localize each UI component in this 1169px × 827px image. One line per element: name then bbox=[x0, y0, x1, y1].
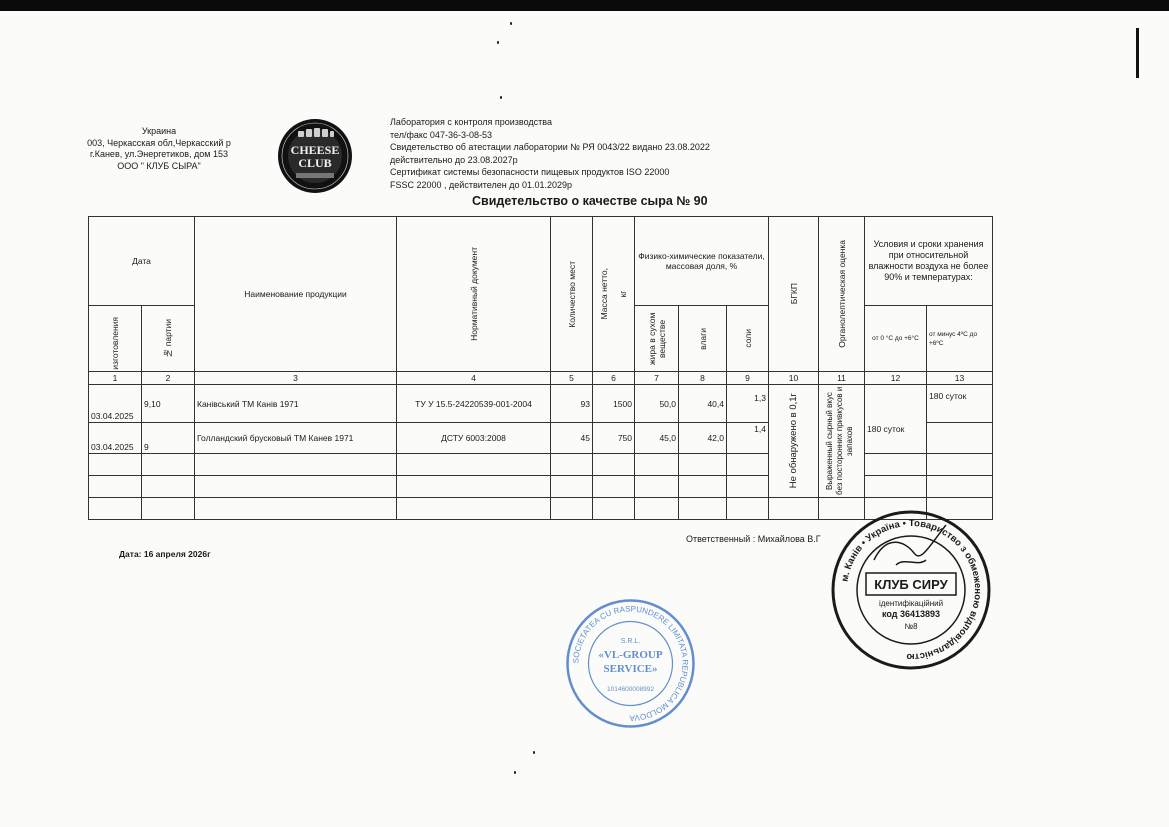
scan-speck bbox=[510, 22, 512, 25]
scan-speck bbox=[497, 41, 499, 44]
klub-syru-stamp bbox=[826, 505, 996, 675]
scan-edge-mark bbox=[1136, 28, 1139, 78]
col-number: 13 bbox=[927, 372, 993, 385]
cell-moisture: 42,0 bbox=[679, 423, 727, 453]
header-organoleptic: Органолептическая оценка bbox=[836, 240, 847, 348]
lab-line: Сертификат системы безопасности пищевых продуктов ISO 22000 bbox=[390, 167, 670, 177]
company-line: г.Канев, ул.Энергетиков, дом 153 bbox=[90, 149, 228, 159]
company-line: Украина bbox=[141, 126, 177, 136]
cell-doc: ДСТУ 6003:2008 bbox=[397, 423, 551, 453]
bgkp-value: Не обнаружено в 0,1г bbox=[788, 393, 799, 489]
header-places: Количество мест bbox=[566, 260, 577, 328]
col-number: 7 bbox=[635, 372, 679, 385]
col-number: 9 bbox=[727, 372, 769, 385]
col-number: 6 bbox=[593, 372, 635, 385]
header-product: Наименование продукции bbox=[195, 217, 397, 372]
column-numbers-row bbox=[89, 372, 993, 385]
stamp1-number: №8 bbox=[904, 622, 918, 631]
col-number: 2 bbox=[142, 372, 195, 385]
header-net-mass-unit: кг bbox=[618, 290, 629, 298]
cell-moisture: 40,4 bbox=[679, 385, 727, 423]
stamp1-code: код 36413893 bbox=[881, 609, 941, 619]
header-storage: Условия и сроки хранения при относительной влажности воздуха не более 90% и температурах: bbox=[865, 217, 993, 306]
company-address bbox=[66, 126, 252, 172]
stamp2-code: 1014600008992 bbox=[607, 686, 654, 693]
document-date: Дата: 16 апреля 2026г bbox=[119, 549, 211, 559]
header-bgkp-cell bbox=[769, 217, 819, 372]
stamp2-outer-text: SOCIETATEA CU RASPUNDERE LIMITATA REPUBLICA MOLDOVA bbox=[571, 604, 690, 723]
organoleptic-value: Выраженный сырный вкус без посторонних привкусов и запахов bbox=[824, 386, 854, 496]
logo-text-cheese: CHEESE bbox=[290, 143, 340, 157]
col-number: 11 bbox=[819, 372, 865, 385]
lab-line: тел/факс 047-36-3-08-53 bbox=[390, 129, 492, 140]
lab-line: действительно до 23.08.2027р bbox=[390, 154, 518, 165]
header-batch: № партии bbox=[163, 318, 173, 359]
cell-bgkp bbox=[769, 385, 819, 498]
header-date: Дата bbox=[132, 256, 151, 266]
cell-places: 45 bbox=[551, 423, 593, 453]
scan-speck bbox=[500, 96, 502, 99]
vl-group-service-stamp bbox=[563, 596, 698, 731]
laboratory-info bbox=[390, 116, 710, 191]
header-places-cell bbox=[551, 217, 593, 372]
col-number: 10 bbox=[769, 372, 819, 385]
header-fat: жира в сухом веществе bbox=[646, 312, 667, 365]
cell-product: Канівський ТМ Канів 1971 bbox=[195, 385, 397, 423]
cell-fat: 50,0 bbox=[635, 385, 679, 423]
cell-date: 03.04.2025 bbox=[89, 423, 142, 453]
stamp2-name1: «VL-GROUP bbox=[598, 649, 663, 661]
cell-places: 93 bbox=[551, 385, 593, 423]
header-salt: соли bbox=[742, 329, 753, 348]
header-norm-doc: Нормативный документ bbox=[468, 247, 479, 341]
header-moisture-cell bbox=[679, 306, 727, 372]
company-line: 003, Черкасская обл,Черкасский р bbox=[87, 137, 231, 148]
header-moisture: влаги bbox=[697, 327, 708, 350]
header-date-cell bbox=[89, 217, 195, 306]
header-organoleptic-cell bbox=[819, 217, 865, 372]
lab-line: Лаборатория с контроля производства bbox=[390, 117, 552, 127]
logo-text-club: CLUB bbox=[298, 156, 332, 170]
header-temp1: от 0 °С до +6°С bbox=[865, 306, 927, 372]
header-temp2: от минус 4ºС до +6ºС bbox=[927, 306, 993, 372]
stamp1-name: КЛУБ СИРУ bbox=[874, 577, 948, 592]
responsible-person: Ответственный : Михайлова В.Г bbox=[686, 534, 821, 544]
cell-date: 03.04.2025 bbox=[89, 385, 142, 423]
company-line: ООО " КЛУБ СЫРА" bbox=[117, 160, 201, 171]
cell-salt: 1,4 bbox=[727, 423, 769, 453]
col-number: 1 bbox=[89, 372, 142, 385]
header-bgkp: БГКП bbox=[788, 283, 799, 305]
header-date-sub: изготовления bbox=[110, 317, 120, 370]
cell-storage2-empty bbox=[927, 423, 993, 453]
header-date-sub-cell bbox=[89, 306, 142, 372]
cell-storage1: 180 суток bbox=[865, 423, 927, 453]
stamp2-srl: S.R.L. bbox=[620, 638, 641, 645]
scan-speck bbox=[514, 771, 516, 774]
lab-line: FSSC 22000 , действителен до 01.01.2029р bbox=[390, 179, 573, 190]
col-number: 3 bbox=[195, 372, 397, 385]
cell-fat: 45,0 bbox=[635, 423, 679, 453]
lab-line: Свидетельство об атестации лаборатории № РЯ 0043/22 видано 23.08.2022 bbox=[390, 142, 710, 152]
col-number: 5 bbox=[551, 372, 593, 385]
cell-product: Голландский брусковый ТМ Канев 1971 bbox=[195, 423, 397, 453]
header-mass-cell bbox=[593, 217, 635, 372]
col-number: 12 bbox=[865, 372, 927, 385]
cell-doc: ТУ У 15.5-24220539-001-2004 bbox=[397, 385, 551, 423]
header-norm-doc-cell bbox=[397, 217, 551, 372]
stamp1-code-label: ідентифікаційний bbox=[878, 599, 944, 608]
stamp1-outer-text: м. Канів • Україна • Товариство з обмеженою відповідальністю bbox=[839, 517, 984, 663]
table-row bbox=[89, 385, 993, 423]
cell-batch: 9 bbox=[142, 423, 195, 453]
col-number: 8 bbox=[679, 372, 727, 385]
col-number: 4 bbox=[397, 372, 551, 385]
header-physchem: Физико-химические показатели, массовая доля, % bbox=[635, 217, 769, 306]
quality-table bbox=[88, 216, 993, 520]
stamp2-name2: SERVICE» bbox=[603, 663, 658, 675]
header-batch-cell bbox=[142, 306, 195, 372]
cell-storage1-empty bbox=[865, 385, 927, 423]
document-title: Свидетельство о качестве сыра № 90 bbox=[472, 194, 708, 208]
cell-organoleptic bbox=[819, 385, 865, 498]
header-fat-cell bbox=[635, 306, 679, 372]
cell-storage2: 180 суток bbox=[927, 385, 993, 423]
header-salt-cell bbox=[727, 306, 769, 372]
scan-speck bbox=[533, 751, 535, 754]
cell-mass: 750 bbox=[593, 423, 635, 453]
cell-batch: 9,10 bbox=[142, 385, 195, 423]
cheese-club-logo bbox=[276, 117, 354, 195]
header-net-mass: Масса нетто, bbox=[598, 268, 609, 320]
cell-mass: 1500 bbox=[593, 385, 635, 423]
scan-top-border bbox=[0, 0, 1169, 11]
cell-salt: 1,3 bbox=[727, 385, 769, 423]
